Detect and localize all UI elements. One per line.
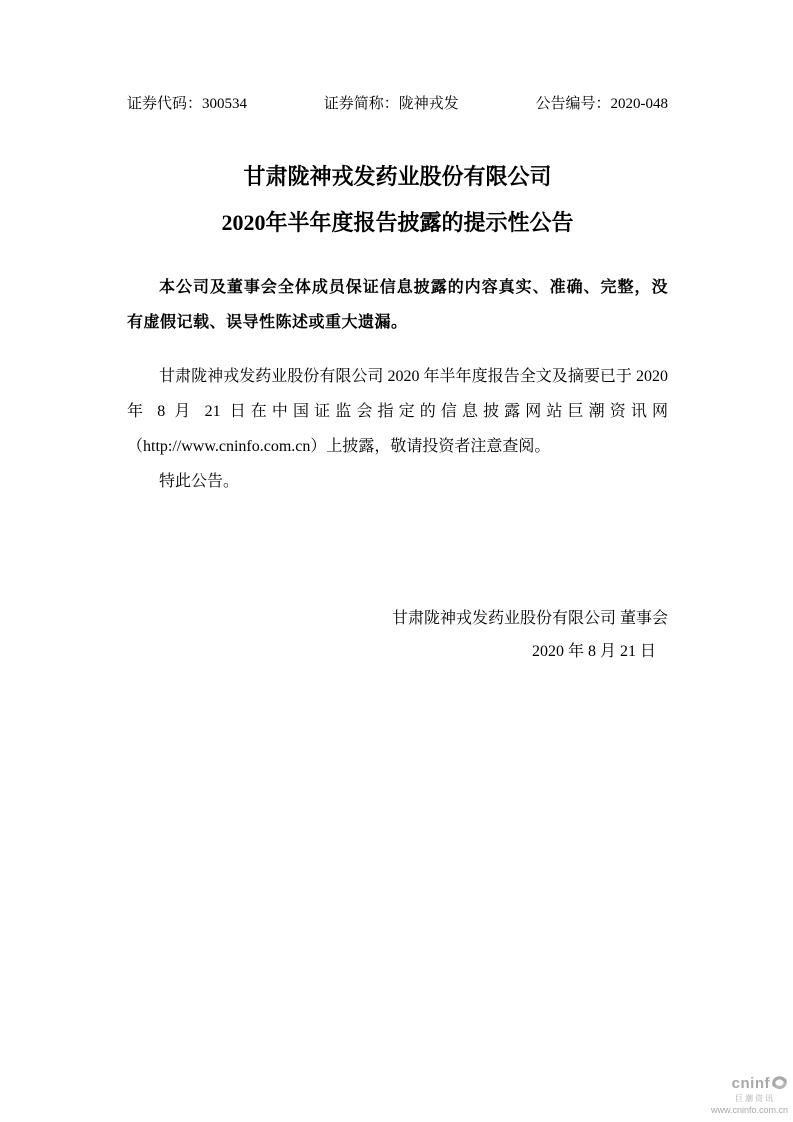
document-title-line1: 甘肃陇神戎发药业股份有限公司 xyxy=(243,164,552,189)
signature-date: 2020 年 8 月 21 日 xyxy=(531,643,656,660)
cninfo-chinese-name: 巨潮资讯 xyxy=(735,1094,775,1104)
swirl-icon xyxy=(771,1075,788,1095)
document-title-line2: 2020年半年度报告披露的提示性公告 xyxy=(221,210,574,235)
document-content xyxy=(127,0,668,668)
body-paragraph: 甘肃陇神戎发药业股份有限公司 2020 年半年度报告全文及摘要已于 2020 年 8 月 21 日在中国证监会指定的信息披露网站巨潮资讯网（http://www.cninfo.com.cn）上披露，敬请投资者注意查阅。 xyxy=(127,368,668,455)
document-title xyxy=(127,154,668,246)
statement-paragraph: 本公司及董事会全体成员保证信息披露的内容真实、准确、完整，没有虚假记载、误导性陈述或重大遗漏。 xyxy=(127,279,668,331)
signature-block xyxy=(127,602,668,668)
cninfo-brand-text: cninf xyxy=(731,1075,770,1093)
cninfo-site-url: www.cninfo.com.cn xyxy=(710,1105,788,1116)
cninfo-logo-top-row xyxy=(698,1075,788,1095)
signature-company: 甘肃陇神戎发药业股份有限公司 董事会 xyxy=(391,610,668,627)
cninfo-logo xyxy=(698,1075,788,1116)
document-header-row xyxy=(127,0,668,115)
closing-paragraph: 特此公告。 xyxy=(159,473,240,490)
stock-code-label: 证券代码：300534 xyxy=(127,96,248,112)
stock-name-label: 证券简称：陇神戎发 xyxy=(323,96,459,112)
announcement-number-label: 公告编号：2020-048 xyxy=(535,96,668,112)
